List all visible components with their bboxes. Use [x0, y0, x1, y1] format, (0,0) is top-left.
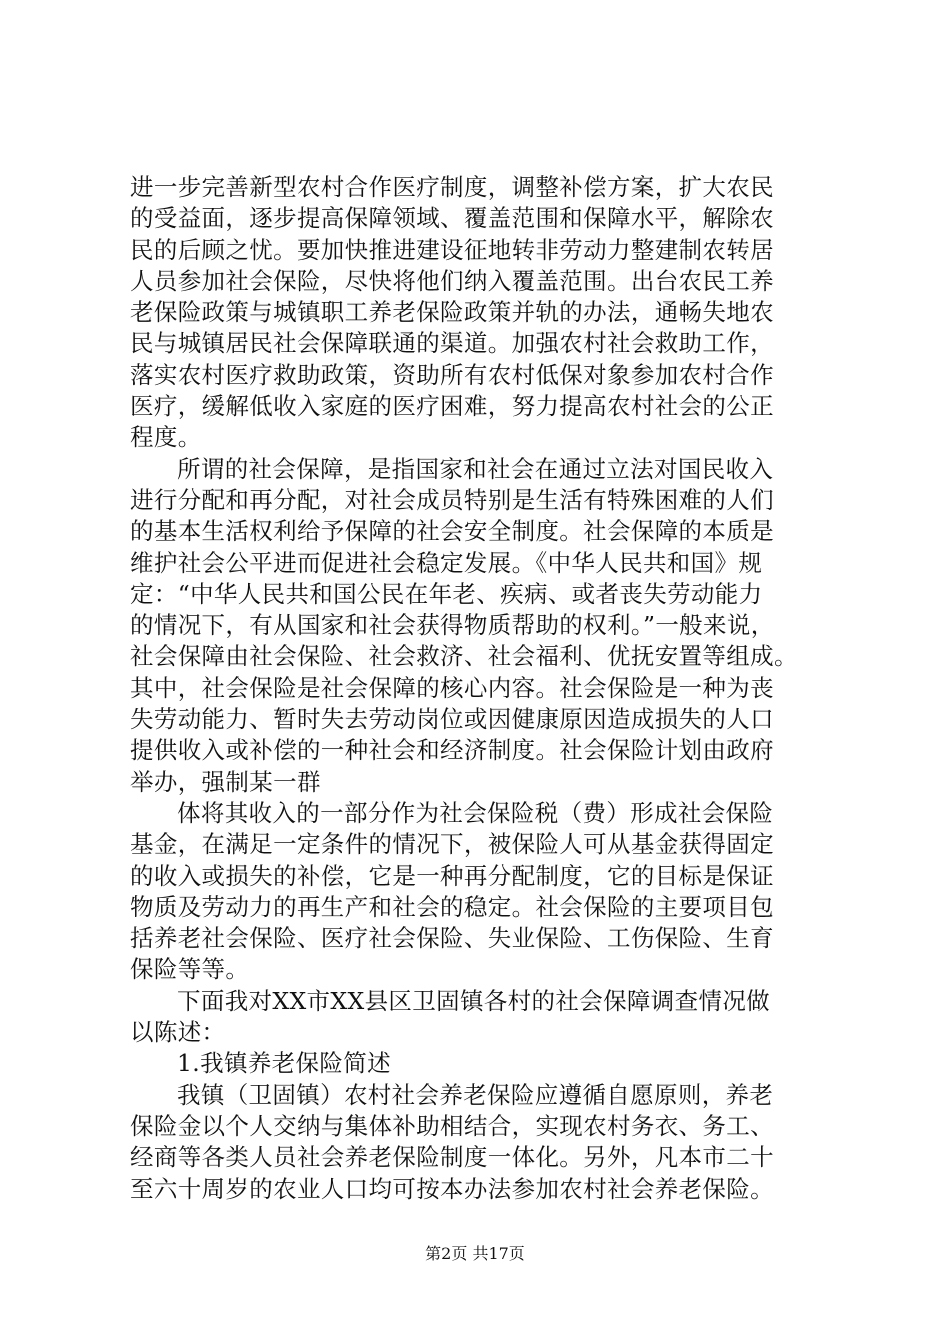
text-line: 所谓的社会保障，是指国家和社会在通过立法对国民收入 [177, 454, 774, 483]
text-line: 1.我镇养老保险简述 [177, 1049, 391, 1078]
text-line: 物质及劳动力的再生产和社会的稳定。社会保险的主要项目包 [130, 892, 774, 921]
text-line: 下面我对XX市XX县区卫固镇各村的社会保障调查情况做 [177, 986, 771, 1015]
text-line: 以陈述： [130, 1018, 226, 1047]
text-line: 保险等等。 [130, 955, 250, 984]
text-line: 其中，社会保险是社会保障的核心内容。社会保险是一种为丧 [130, 673, 774, 702]
text-line: 体将其收入的一部分作为社会保险税（费）形成社会保险 [177, 798, 774, 827]
text-line: 的受益面，逐步提高保障领域、覆盖范围和保障水平，解除农 [130, 204, 774, 233]
text-line: 老保险政策与城镇职工养老保险政策并轨的办法，通畅失地农 [130, 298, 774, 327]
text-line: 括养老社会保险、医疗社会保险、失业保险、工伤保险、生育 [130, 924, 774, 953]
document-body [130, 172, 830, 1205]
text-line: 民的后顾之忧。要加快推进建设征地转非劳动力整建制农转居 [130, 235, 774, 264]
text-line: 提供收入或补偿的一种社会和经济制度。社会保险计划由政府 [130, 736, 774, 765]
text-line: 落实农村医疗救助政策，资助所有农村低保对象参加农村合作 [130, 360, 774, 389]
text-line: 的情况下，有从国家和社会获得物质帮助的权利。”一般来说， [130, 611, 775, 640]
text-line: 保险金以个人交纳与集体补助相结合，实现农村务衣、务工、 [130, 1111, 774, 1140]
text-line: 人员参加社会保险，尽快将他们纳入覆盖范围。出台农民工养 [130, 266, 774, 295]
text-line: 社会保障由社会保险、社会救济、社会福利、优抚安置等组成。 [130, 642, 798, 671]
text-line: 失劳动能力、暂时失去劳动岗位或因健康原因造成损失的人口 [130, 705, 774, 734]
text-line: 的基本生活权利给予保障的社会安全制度。社会保障的本质是 [130, 517, 774, 546]
text-line: 基金，在满足一定条件的情况下，被保险人可从基金获得固定 [130, 830, 774, 859]
text-line: 进一步完善新型农村合作医疗制度，调整补偿方案，扩大农民 [130, 173, 774, 201]
text-line: 举办，强制某一群 [130, 767, 321, 796]
text-line: 程度。 [130, 423, 202, 452]
text-line: 定：“中华人民共和国公民在年老、疾病、或者丧失劳动能力 [130, 579, 763, 608]
text-line: 的收入或损失的补偿，它是一种再分配制度，它的目标是保证 [130, 861, 774, 890]
text-line: 民与城镇居民社会保障联通的渠道。加强农村社会救助工作， [130, 329, 774, 358]
text-line: 维护社会公平进而促进社会稳定发展。《中华人民共和国》规 [130, 548, 763, 577]
text-line: 进行分配和再分配，对社会成员特别是生活有特殊困难的人们 [130, 485, 774, 514]
page-footer: 第2页 共17页 [425, 1244, 525, 1263]
text-line: 经商等各类人员社会养老保险制度一体化。另外，凡本市二十 [130, 1143, 774, 1172]
text-line: 医疗，缓解低收入家庭的医疗困难，努力提高农村社会的公正 [130, 392, 774, 421]
text-line: 我镇（卫固镇）农村社会养老保险应遵循自愿原则，养老 [177, 1080, 774, 1109]
text-line: 至六十周岁的农业人口均可按本办法参加农村社会养老保险。 [130, 1174, 774, 1203]
